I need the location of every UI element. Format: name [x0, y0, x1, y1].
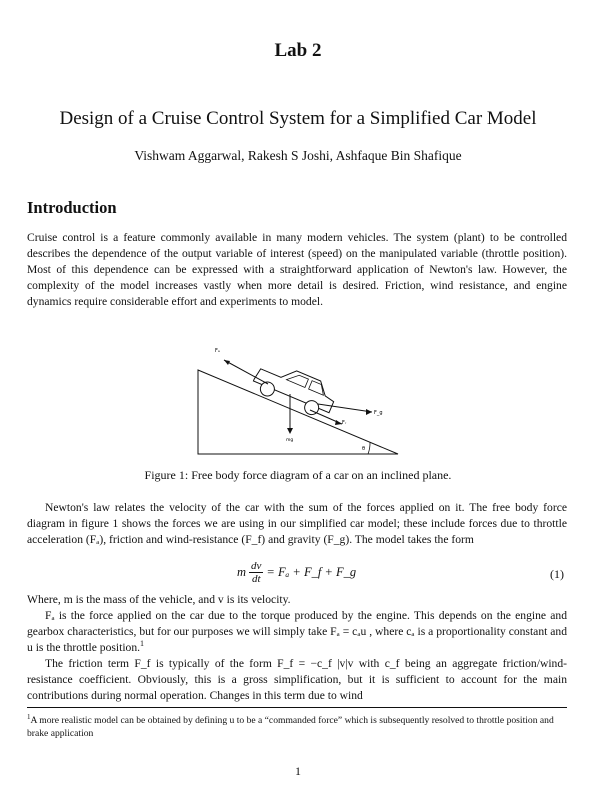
paper-title: Design of a Cruise Control System for a Simplified Car Model: [59, 108, 537, 129]
fr-label: Fᵣ: [342, 420, 347, 426]
equation-denominator: dt: [251, 573, 261, 585]
equation-number: (1): [550, 567, 564, 581]
equation: [237, 560, 356, 585]
lab-title: Lab 2: [274, 40, 322, 61]
car-icon: [250, 357, 339, 421]
footnote-marker[interactable]: 1: [140, 639, 145, 649]
footnote: [27, 711, 567, 740]
fa-label: Fₐ: [215, 348, 220, 354]
figure-caption: Figure 1: Free body force diagram of a car on an inclined plane.: [144, 468, 452, 482]
fa-paragraph-text: Fₐ is the force applied on the car due to the torque produced by the engine. This depends on the engine and gearbox characteristics, but for our purposes we will simply take Fₐ = cₐu , where cₐ is a proportionality constant and u is the throttle position.: [27, 609, 567, 654]
footnote-number: 1: [27, 713, 31, 721]
equation-numerator: dv: [251, 560, 262, 572]
equation-fraction: [249, 560, 263, 585]
where-paragraph: Where, m is the mass of the vehicle, and v is its velocity.: [27, 593, 291, 606]
section-heading: Introduction: [27, 198, 117, 217]
newton-paragraph: Newton's law relates the velocity of the car with the sum of the forces applied on it. The free body force diagram in figure 1 shows the forces we are using in our simplified car model; these include forces due to throttle acceleration (Fₐ), friction and wind-resistance (F_f) and gravity (F_g). The model takes the form: [27, 501, 567, 546]
footnote-text: A more realistic model can be obtained by defining u to be a “commanded force” which is subsequently resolved to throttle position and brake application: [27, 715, 554, 739]
fg-label: F_g: [374, 410, 383, 416]
footnote-divider: [27, 707, 567, 708]
fa-paragraph: [27, 608, 567, 656]
theta-label: θ: [362, 446, 366, 452]
equation-rhs: = Fₐ + F_f + F_g: [266, 565, 357, 579]
page-number: 1: [295, 764, 301, 778]
mg-label: mg: [286, 438, 294, 443]
intro-paragraph: Cruise control is a feature commonly available in many modern vehicles. The system (plant) to be controlled describes the dependence of the output variable of interest (speed) on the manipulated variable (throttle position). Most of this dependence can be expressed with a straightforward application of Newton's law. However, the complexity of the model increases vastly when more detail is desired. Friction, wind resistance, and engine dynamics require considerable effort and experiments to model.: [27, 231, 567, 308]
friction-paragraph: The friction term F_f is typically of the form F_f = −c_f |v|v with c_f being an aggregate friction/wind-resistance coefficient. Obviously, this is a gross simplification, but it is sufficient to account for the main contributions during normal operation. Changes in this term due to wind: [27, 657, 567, 702]
equation-mass: m: [237, 565, 247, 579]
authors: Vishwam Aggarwal, Rakesh S Joshi, Ashfaque Bin Shafique: [134, 148, 462, 163]
inclined-plane-figure: [190, 342, 410, 462]
angle-arc: [368, 442, 370, 454]
